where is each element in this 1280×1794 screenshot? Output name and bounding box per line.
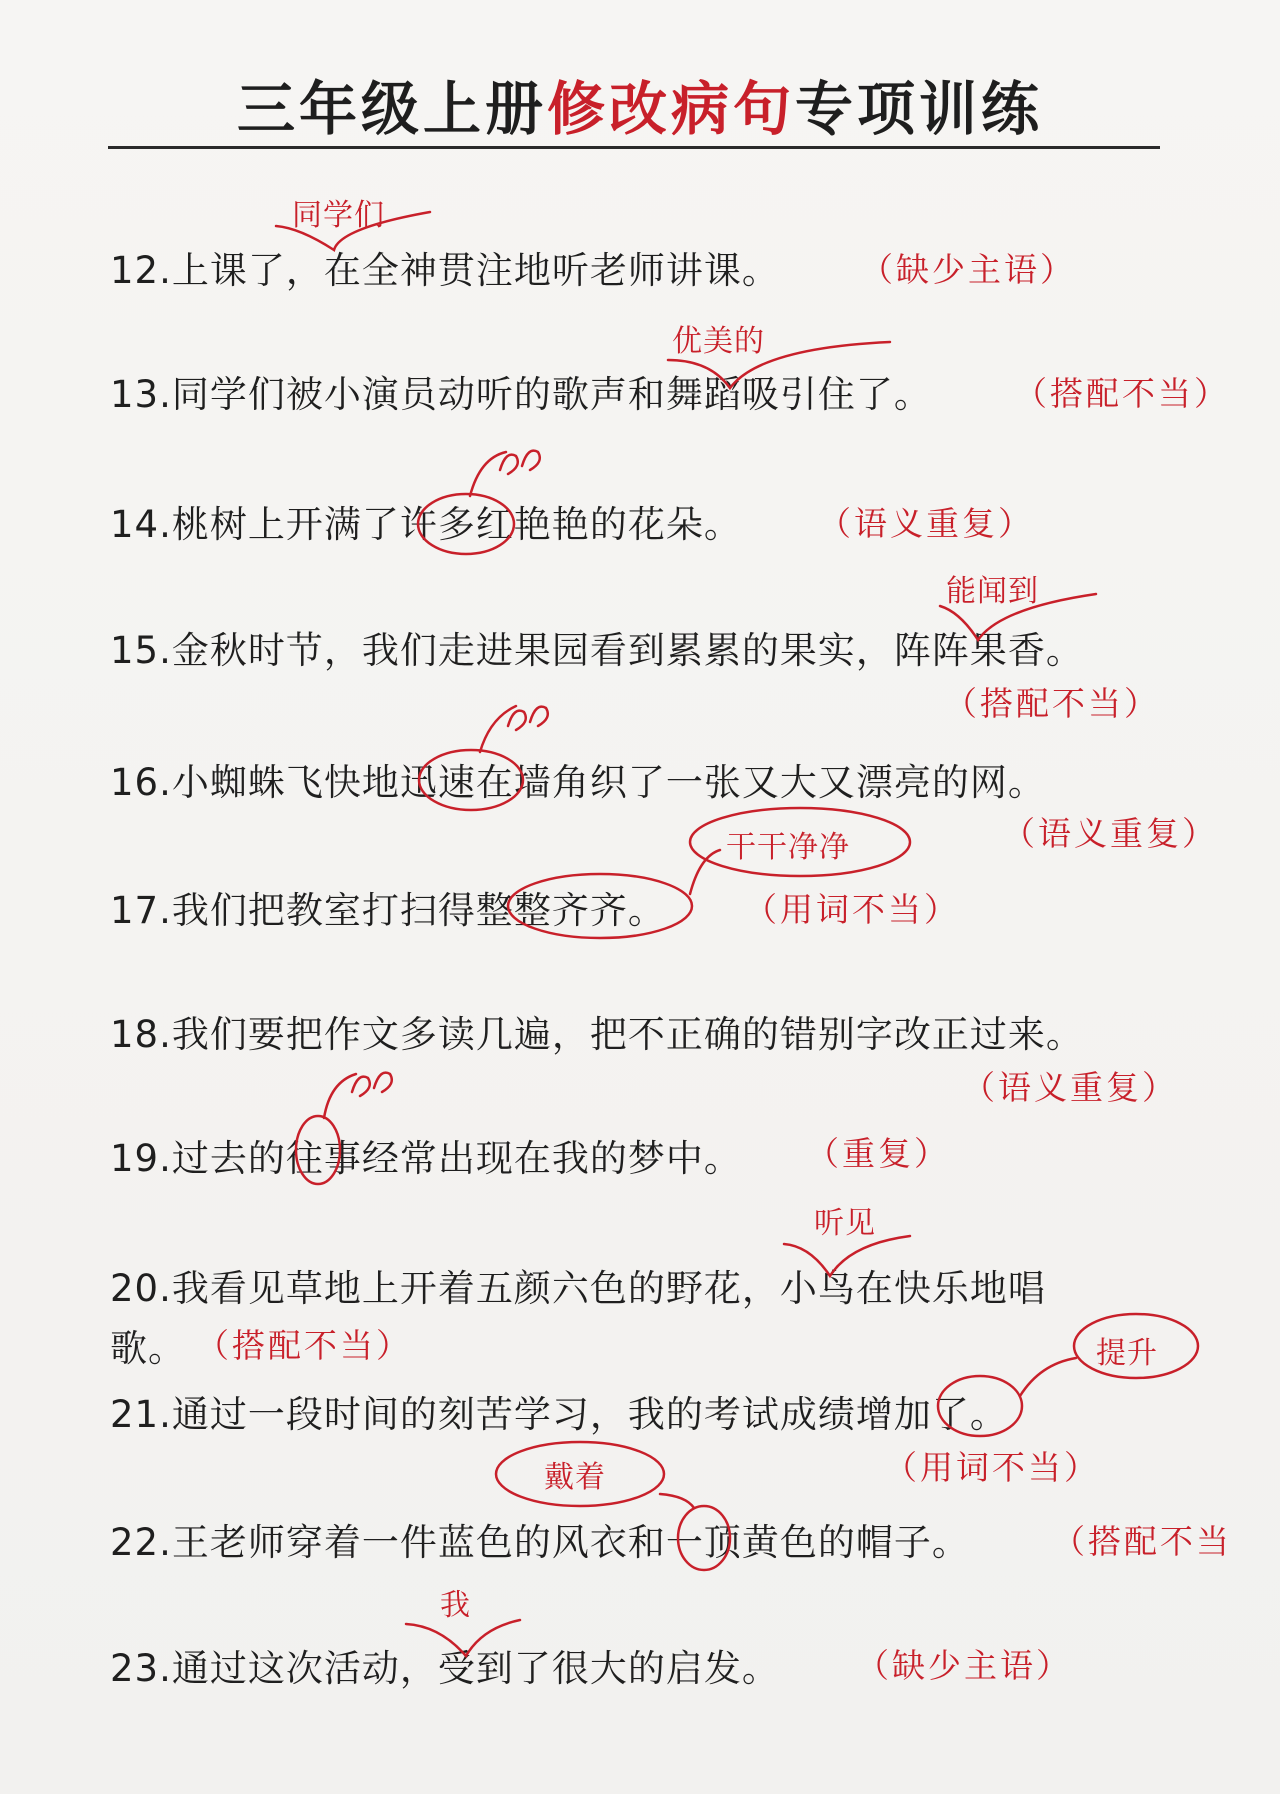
item-number: 22. — [110, 1521, 172, 1564]
item-number: 21. — [110, 1393, 172, 1436]
sentence-text: 通过一段时间的刻苦学习，我的考试成绩增加了。 — [171, 1393, 1008, 1436]
sentence-16 — [110, 752, 1046, 806]
sentence-20-continued: 歌。 — [110, 1327, 186, 1370]
replace-line-21 — [1020, 1358, 1076, 1396]
sentence-text: 金秋时节，我们走进果园看到累累的果实，阵阵果香。 — [171, 629, 1084, 672]
item-number: 16. — [110, 761, 172, 804]
replace-line-22 — [660, 1494, 694, 1508]
error-note-13: （搭配不当） — [1014, 374, 1230, 413]
error-note-15: （搭配不当） — [944, 684, 1160, 723]
sentence-12 — [110, 240, 780, 294]
sentence-text: 桃树上开满了许多红艳艳的花朵。 — [171, 503, 742, 546]
delete-mark-14 — [470, 451, 540, 496]
title-part-2: 专项训练 — [795, 75, 1044, 143]
sentence-18 — [110, 1004, 1084, 1058]
sentence-17 — [110, 880, 666, 934]
item-number: 17. — [110, 889, 172, 932]
sentence-text: 我看见草地上开着五颜六色的野花，小鸟在快乐地唱 — [171, 1267, 1046, 1310]
sentence-text: 我们把教室打扫得整整齐齐。 — [171, 889, 666, 932]
insertion-22: 戴着 — [544, 1460, 606, 1495]
insertion-17: 干干净净 — [726, 830, 850, 865]
sentence-13 — [110, 364, 932, 418]
insertion-15: 能闻到 — [946, 574, 1039, 609]
insertion-13: 优美的 — [672, 324, 765, 359]
sentence-21 — [110, 1384, 1008, 1438]
replace-line-17 — [690, 850, 720, 894]
error-note-18: （语义重复） — [962, 1068, 1178, 1107]
error-note-20: （搭配不当） — [196, 1326, 412, 1365]
item-number: 13. — [110, 373, 172, 416]
item-number: 19. — [110, 1137, 172, 1180]
sentence-text: 上课了，在全神贯注地听老师讲课。 — [171, 249, 780, 292]
sentence-text: 我们要把作文多读几遍，把不正确的错别字改正过来。 — [171, 1013, 1084, 1056]
item-number: 14. — [110, 503, 172, 546]
error-note-12: （缺少主语） — [860, 250, 1076, 289]
title-highlight: 修改病句 — [546, 75, 795, 143]
error-note-17: （用词不当） — [744, 890, 960, 929]
sentence-23 — [110, 1638, 780, 1692]
error-note-22: （搭配不当 — [1052, 1522, 1232, 1561]
item-number: 12. — [110, 249, 172, 292]
sentence-22 — [110, 1512, 970, 1566]
error-note-14: （语义重复） — [818, 504, 1034, 543]
insertion-20: 听见 — [814, 1206, 876, 1241]
insertion-12: 同学们 — [292, 198, 385, 233]
item-number: 20. — [110, 1267, 172, 1310]
sentence-15 — [110, 620, 1084, 674]
error-note-21: （用词不当） — [884, 1448, 1100, 1487]
sentence-19 — [110, 1128, 742, 1182]
error-note-16: （语义重复） — [1002, 814, 1218, 853]
insertion-23: 我 — [440, 1588, 471, 1623]
error-note-23: （缺少主语） — [856, 1646, 1072, 1685]
title-part-1: 三年级上册 — [236, 75, 547, 143]
sentence-14 — [110, 494, 742, 548]
delete-mark-19 — [324, 1073, 392, 1118]
item-number: 23. — [110, 1647, 172, 1690]
error-note-19: （重复） — [806, 1134, 950, 1173]
sentence-text: 通过这次活动，受到了很大的启发。 — [171, 1647, 780, 1690]
delete-mark-16 — [480, 706, 548, 752]
insertion-21: 提升 — [1096, 1336, 1158, 1371]
sentence-20 — [110, 1258, 1046, 1312]
sentence-text: 同学们被小演员动听的歌声和舞蹈吸引住了。 — [171, 373, 932, 416]
sentence-text: 小蜘蛛飞快地迅速在墙角织了一张又大又漂亮的网。 — [171, 761, 1046, 804]
sentence-text: 王老师穿着一件蓝色的风衣和一顶黄色的帽子。 — [171, 1521, 970, 1564]
item-number: 15. — [110, 629, 172, 672]
page-title — [0, 62, 1280, 146]
sentence-text: 过去的往事经常出现在我的梦中。 — [171, 1137, 742, 1180]
title-underline — [108, 146, 1160, 149]
item-number: 18. — [110, 1013, 172, 1056]
